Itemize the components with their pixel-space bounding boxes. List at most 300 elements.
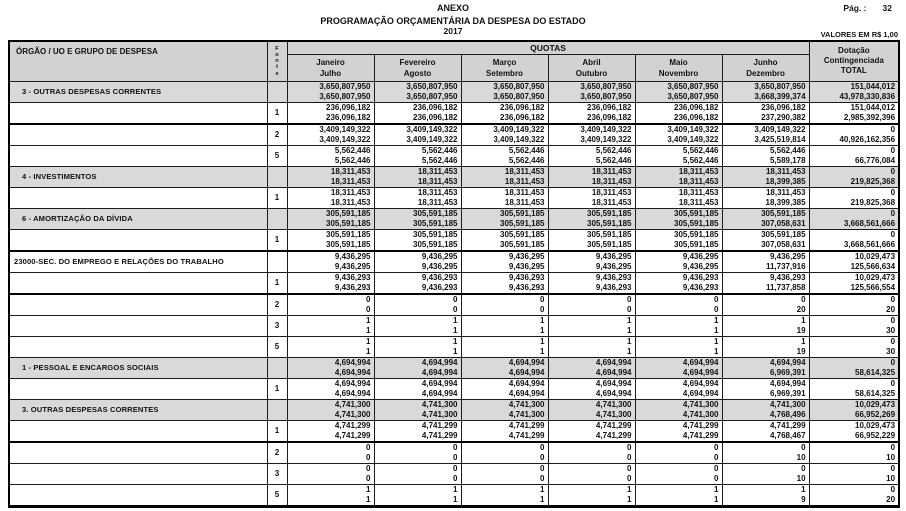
value-line2: 9,436,295: [334, 261, 371, 271]
fonte-cell: 5: [267, 336, 287, 357]
orgao-cell: [9, 420, 267, 442]
value-line1: 9,436,293: [769, 272, 806, 282]
value-line1: 0: [890, 294, 896, 304]
col-header-fonte: [267, 41, 287, 81]
value-cell: [548, 484, 635, 506]
value-cell: [722, 102, 809, 124]
value-cell: [287, 102, 374, 124]
value-line1: 9,436,295: [682, 251, 719, 261]
value-cell: [635, 102, 722, 124]
value-line2: 219,825,368: [850, 197, 896, 207]
value-cell: [287, 166, 374, 187]
value-cell: [374, 187, 461, 208]
value-line1: 18,311,453: [591, 187, 632, 197]
value-line2: 18,311,453: [591, 176, 632, 186]
value-line1: 10,029,473: [855, 251, 896, 261]
value-line1: 0: [627, 294, 632, 304]
fonte-cell: [267, 251, 287, 273]
value-line1: 0: [453, 442, 458, 452]
table-row: [9, 336, 899, 357]
value-line1: 4,694,994: [334, 357, 371, 367]
value-line2: 305,591,185: [674, 239, 719, 249]
table-row: [9, 357, 899, 378]
orgao-cell: [9, 336, 267, 357]
fonte-cell: 1: [267, 229, 287, 251]
value-line2: 18,399,385: [765, 197, 806, 207]
value-cell: [809, 229, 899, 251]
value-cell: [287, 336, 374, 357]
value-line2: 1: [627, 346, 632, 356]
row-label: 4 - INVESTIMENTOS: [22, 172, 97, 181]
value-cell: [548, 315, 635, 336]
value-cell: [461, 124, 548, 146]
value-line2: 1: [453, 494, 458, 504]
orgao-cell: [9, 102, 267, 124]
fonte-letter: t: [276, 64, 278, 71]
value-line2: 40,926,162,356: [839, 134, 896, 144]
value-line2: 58,614,325: [855, 367, 896, 377]
fonte-letter: e: [275, 70, 279, 77]
fonte-cell: 5: [267, 484, 287, 506]
value-line1: 305,591,185: [587, 229, 632, 239]
value-cell: [722, 187, 809, 208]
value-line2: 5,562,446: [595, 155, 632, 165]
value-cell: [635, 251, 722, 273]
value-line2: 0: [366, 473, 371, 483]
row-label: 23000-SEC. DO EMPREGO E RELAÇÕES DO TRABALHO: [14, 257, 224, 266]
value-line2: 10: [886, 473, 896, 483]
value-cell: [722, 145, 809, 166]
value-line2: 3,409,149,322: [493, 134, 545, 144]
value-line1: 3,409,149,322: [319, 124, 371, 134]
value-line2: 9,436,293: [595, 282, 632, 292]
month-top: Maio: [669, 57, 688, 67]
value-line1: 0: [890, 463, 896, 473]
orgao-cell: [9, 229, 267, 251]
value-line1: 9,436,295: [421, 251, 458, 261]
orgao-cell: [9, 294, 267, 316]
value-line2: 18,399,385: [765, 176, 806, 186]
value-line1: 0: [801, 294, 806, 304]
value-line1: 4,694,994: [421, 357, 458, 367]
value-line2: 9,436,293: [682, 282, 719, 292]
value-cell: [809, 81, 899, 102]
value-line1: 5,562,446: [508, 145, 545, 155]
value-line2: 18,311,453: [504, 197, 545, 207]
value-line2: 0: [540, 473, 545, 483]
value-cell: [287, 399, 374, 420]
value-line2: 3,409,149,322: [667, 134, 719, 144]
value-line1: 18,311,453: [330, 166, 371, 176]
value-line1: 0: [366, 294, 371, 304]
value-line2: 18,311,453: [417, 197, 458, 207]
value-line2: 1: [540, 325, 545, 335]
value-line2: 4,694,994: [421, 367, 458, 377]
table-row: [9, 420, 899, 442]
value-cell: [635, 463, 722, 484]
fonte-cell: 1: [267, 272, 287, 294]
value-cell: [722, 357, 809, 378]
value-cell: [809, 102, 899, 124]
value-line2: 1: [366, 494, 371, 504]
value-cell: [548, 124, 635, 146]
value-cell: [722, 166, 809, 187]
value-cell: [461, 463, 548, 484]
value-cell: [809, 124, 899, 146]
value-line1: 0: [453, 294, 458, 304]
value-line1: 305,591,185: [500, 208, 545, 218]
value-line1: 4,741,300: [595, 399, 632, 409]
value-line1: 0: [540, 294, 545, 304]
value-line2: 5,589,178: [769, 155, 806, 165]
value-cell: [548, 81, 635, 102]
value-line2: 0: [366, 304, 371, 314]
value-line2: 30: [886, 325, 896, 335]
value-line2: 2,985,392,396: [843, 112, 896, 122]
value-cell: [374, 484, 461, 506]
value-cell: [461, 187, 548, 208]
value-line1: 4,694,994: [595, 378, 632, 388]
orgao-cell: [9, 81, 267, 102]
value-line2: 10: [886, 452, 896, 462]
table-row: [9, 463, 899, 484]
value-line1: 4,741,299: [421, 420, 458, 430]
value-line2: 66,952,229: [855, 430, 896, 440]
value-cell: [461, 145, 548, 166]
value-cell: [461, 420, 548, 442]
orgao-cell: [9, 272, 267, 294]
value-line2: 9,436,295: [595, 261, 632, 271]
value-line1: 3,650,807,950: [580, 81, 632, 91]
value-line1: 0: [627, 463, 632, 473]
fonte-cell: [267, 399, 287, 420]
value-line2: 4,741,300: [334, 409, 371, 419]
value-line1: 3,409,149,322: [406, 124, 458, 134]
value-cell: [548, 442, 635, 464]
value-cell: [548, 272, 635, 294]
value-cell: [287, 272, 374, 294]
value-line1: 18,311,453: [504, 166, 545, 176]
orgao-cell: [9, 399, 267, 420]
value-line2: 0: [453, 304, 458, 314]
fonte-cell: 1: [267, 102, 287, 124]
value-line1: 3,409,149,322: [667, 124, 719, 134]
value-line1: 1: [453, 484, 458, 494]
value-line2: 9,436,295: [682, 261, 719, 271]
value-cell: [722, 442, 809, 464]
value-line1: 4,694,994: [769, 378, 806, 388]
value-line2: 3,650,807,950: [580, 91, 632, 101]
value-line1: 0: [714, 442, 719, 452]
value-line2: 0: [366, 452, 371, 462]
value-line2: 305,591,185: [674, 218, 719, 228]
value-line2: 4,741,300: [508, 409, 545, 419]
value-line1: 5,562,446: [334, 145, 371, 155]
value-line2: 9,436,293: [334, 282, 371, 292]
value-line1: 0: [890, 166, 896, 176]
value-cell: [287, 208, 374, 229]
value-cell: [722, 399, 809, 420]
value-cell: [374, 399, 461, 420]
value-line2: 125,566,554: [850, 282, 896, 292]
value-line2: 10: [796, 473, 806, 483]
value-line2: 305,591,185: [413, 218, 458, 228]
value-line1: 0: [801, 463, 806, 473]
value-line1: 236,096,182: [500, 102, 545, 112]
value-line1: 5,562,446: [682, 145, 719, 155]
value-cell: [548, 420, 635, 442]
value-cell: [548, 102, 635, 124]
value-cell: [548, 145, 635, 166]
value-line1: 0: [366, 463, 371, 473]
value-line1: 305,591,185: [674, 208, 719, 218]
value-cell: [461, 484, 548, 506]
value-line1: 1: [714, 315, 719, 325]
orgao-cell: [9, 378, 267, 399]
value-cell: [722, 378, 809, 399]
value-cell: [548, 208, 635, 229]
value-line2: 4,768,467: [769, 430, 806, 440]
value-line1: 305,591,185: [761, 229, 806, 239]
value-line2: 4,694,994: [508, 367, 545, 377]
row-label: 1 - PESSOAL E ENCARGOS SOCIAIS: [22, 363, 159, 372]
value-line1: 0: [890, 187, 896, 197]
value-line2: 236,096,182: [500, 112, 545, 122]
fonte-cell: [267, 166, 287, 187]
value-line2: 3,650,807,950: [667, 91, 719, 101]
value-cell: [635, 124, 722, 146]
value-line2: 0: [453, 473, 458, 483]
value-line2: 9,436,293: [421, 282, 458, 292]
value-line2: 236,096,182: [326, 112, 371, 122]
value-line1: 0: [801, 442, 806, 452]
value-line1: 0: [890, 378, 896, 388]
value-line1: 10,029,473: [855, 420, 896, 430]
value-line2: 1: [453, 346, 458, 356]
value-line2: 219,825,368: [850, 176, 896, 186]
value-line1: 0: [890, 124, 896, 134]
orgao-cell: [9, 145, 267, 166]
table-body: [9, 81, 899, 506]
value-line2: 4,741,299: [595, 430, 632, 440]
value-cell: [722, 251, 809, 273]
value-line1: 236,096,182: [587, 102, 632, 112]
value-line1: 4,741,300: [334, 399, 371, 409]
value-line2: 4,694,994: [595, 367, 632, 377]
value-line2: 6,969,391: [769, 388, 806, 398]
row-label: 3. OUTRAS DESPESAS CORRENTES: [22, 405, 159, 414]
value-line1: 4,694,994: [595, 357, 632, 367]
value-line2: 0: [714, 473, 719, 483]
value-line2: 305,591,185: [326, 239, 371, 249]
value-line1: 4,741,299: [682, 420, 719, 430]
value-line1: 236,096,182: [674, 102, 719, 112]
value-line1: 9,436,295: [508, 251, 545, 261]
value-cell: [548, 166, 635, 187]
value-cell: [374, 272, 461, 294]
value-line2: 1: [540, 494, 545, 504]
value-cell: [809, 420, 899, 442]
value-line2: 1: [714, 494, 719, 504]
value-cell: [635, 484, 722, 506]
value-line1: 18,311,453: [765, 187, 806, 197]
value-cell: [374, 420, 461, 442]
value-line2: 3,409,149,322: [406, 134, 458, 144]
value-line2: 18,311,453: [678, 176, 719, 186]
value-line1: 9,436,293: [421, 272, 458, 282]
value-cell: [635, 378, 722, 399]
value-line2: 3,650,807,950: [406, 91, 458, 101]
value-cell: [809, 357, 899, 378]
value-line2: 19: [796, 346, 806, 356]
table-row: [9, 81, 899, 102]
value-cell: [461, 399, 548, 420]
value-line1: 1: [453, 336, 458, 346]
value-line2: 307,058,631: [761, 239, 806, 249]
value-line2: 9,436,293: [508, 282, 545, 292]
value-cell: [374, 251, 461, 273]
value-cell: [635, 208, 722, 229]
value-line1: 0: [540, 442, 545, 452]
fonte-cell: [267, 81, 287, 102]
value-cell: [809, 145, 899, 166]
value-cell: [461, 251, 548, 273]
value-line1: 0: [890, 336, 896, 346]
value-line1: 4,694,994: [682, 357, 719, 367]
value-line1: 0: [366, 442, 371, 452]
value-cell: [287, 124, 374, 146]
value-cell: [635, 420, 722, 442]
value-cell: [287, 463, 374, 484]
value-line2: 4,741,299: [682, 430, 719, 440]
value-cell: [809, 294, 899, 316]
value-cell: [722, 336, 809, 357]
value-line1: 18,311,453: [678, 187, 719, 197]
value-line2: 10: [796, 452, 806, 462]
value-line1: 4,741,299: [508, 420, 545, 430]
value-line1: 1: [627, 484, 632, 494]
value-cell: [722, 229, 809, 251]
value-cell: [548, 229, 635, 251]
table-row: [9, 229, 899, 251]
orgao-cell: [9, 251, 267, 273]
value-cell: [374, 463, 461, 484]
value-cell: [809, 463, 899, 484]
col-header-total: [809, 41, 899, 81]
value-line2: 9: [801, 494, 806, 504]
value-line1: 5,562,446: [769, 145, 806, 155]
month-bottom: Agosto: [403, 68, 432, 78]
value-line2: 4,694,994: [682, 388, 719, 398]
value-line2: 1: [714, 325, 719, 335]
value-line2: 4,741,300: [595, 409, 632, 419]
value-line1: 18,311,453: [417, 166, 458, 176]
value-cell: [461, 166, 548, 187]
value-line2: 4,741,300: [421, 409, 458, 419]
orgao-cell: [9, 166, 267, 187]
value-cell: [461, 315, 548, 336]
month-bottom: Outubro: [575, 68, 608, 78]
value-line1: 9,436,295: [334, 251, 371, 261]
value-line1: 5,562,446: [595, 145, 632, 155]
value-line1: 1: [540, 315, 545, 325]
table-row: [9, 124, 899, 146]
value-line1: 4,694,994: [769, 357, 806, 367]
value-line2: 20: [886, 304, 896, 314]
table-row: [9, 208, 899, 229]
total-header-line3: TOTAL: [840, 66, 867, 76]
orgao-cell: [9, 484, 267, 506]
fonte-cell: 2: [267, 294, 287, 316]
table-row: [9, 187, 899, 208]
budget-table: [8, 40, 900, 508]
value-line2: 66,776,084: [855, 155, 896, 165]
value-cell: [374, 378, 461, 399]
value-line1: 305,591,185: [326, 229, 371, 239]
value-cell: [374, 294, 461, 316]
value-cell: [287, 357, 374, 378]
value-line1: 9,436,295: [769, 251, 806, 261]
value-cell: [722, 81, 809, 102]
value-line2: 3,668,399,374: [754, 91, 806, 101]
value-line2: 30: [886, 346, 896, 356]
value-line1: 1: [714, 484, 719, 494]
fonte-cell: 5: [267, 145, 287, 166]
value-line2: 5,562,446: [421, 155, 458, 165]
table-row: [9, 442, 899, 464]
value-cell: [809, 272, 899, 294]
fonte-cell: 1: [267, 378, 287, 399]
fonte-cell: [267, 357, 287, 378]
value-line2: 1: [714, 346, 719, 356]
col-header-orgao: ÓRGÃO / UO E GRUPO DE DESPESA: [9, 41, 267, 81]
value-line1: 0: [890, 208, 896, 218]
value-cell: [548, 294, 635, 316]
value-line1: 1: [366, 484, 371, 494]
value-line2: 19: [796, 325, 806, 335]
value-line1: 1: [801, 315, 806, 325]
value-line2: 0: [714, 304, 719, 314]
value-line2: 9,436,295: [421, 261, 458, 271]
value-cell: [635, 357, 722, 378]
value-line1: 0: [890, 315, 896, 325]
value-cell: [635, 442, 722, 464]
value-line2: 305,591,185: [500, 218, 545, 228]
table-header: [9, 41, 899, 81]
value-line2: 4,694,994: [508, 388, 545, 398]
value-line2: 3,409,149,322: [319, 134, 371, 144]
value-line1: 9,436,293: [334, 272, 371, 282]
value-line1: 305,591,185: [500, 229, 545, 239]
value-line1: 0: [890, 442, 896, 452]
value-line1: 305,591,185: [413, 229, 458, 239]
value-line2: 3,425,519,814: [754, 134, 806, 144]
value-line2: 5,562,446: [334, 155, 371, 165]
value-line2: 4,694,994: [334, 388, 371, 398]
value-line2: 1: [627, 325, 632, 335]
month-bottom: Setembro: [486, 68, 523, 78]
fonte-cell: 3: [267, 315, 287, 336]
value-line1: 151,044,012: [850, 102, 896, 112]
value-line1: 3,650,807,950: [493, 81, 545, 91]
value-cell: [287, 484, 374, 506]
value-cell: [461, 294, 548, 316]
value-line2: 0: [453, 452, 458, 462]
value-line2: 4,768,496: [769, 409, 806, 419]
value-cell: [548, 251, 635, 273]
fonte-letter: o: [275, 51, 279, 58]
orgao-cell: [9, 208, 267, 229]
